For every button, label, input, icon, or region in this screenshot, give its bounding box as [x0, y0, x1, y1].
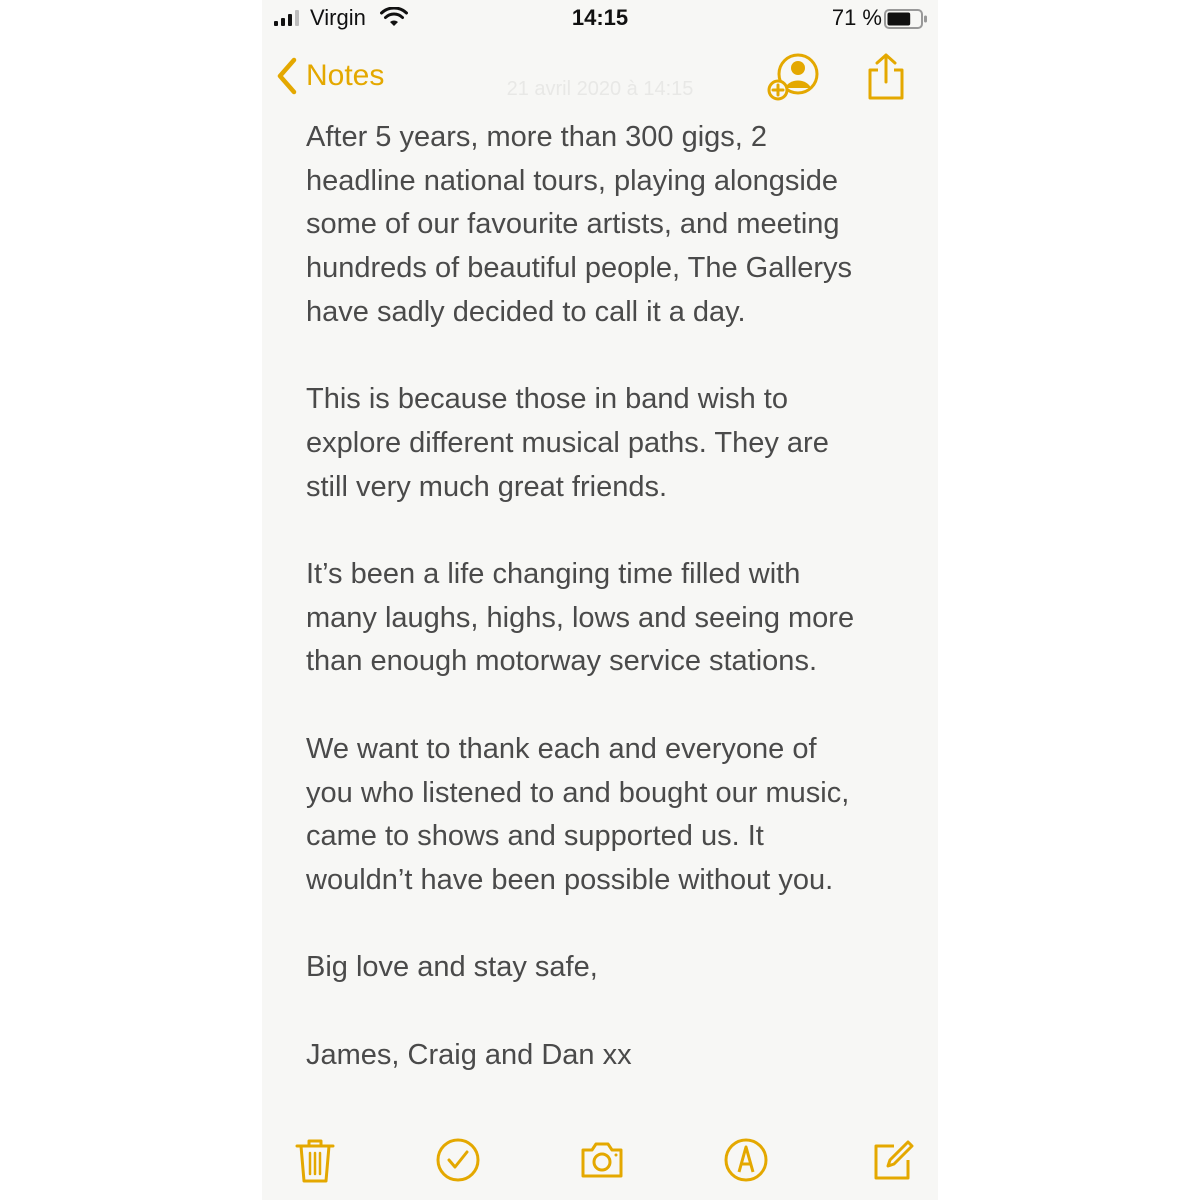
note-body[interactable] — [306, 116, 906, 1121]
share-icon — [864, 52, 908, 102]
note-paragraph: After 5 years, more than 300 gigs, 2 headline national tours, playing alongside some of our favourite artists, and meeting hundreds of beautiful people, The Gallerys have sadly decided to call it a day. — [306, 121, 852, 328]
add-person-icon — [766, 52, 820, 102]
note-paragraph: Big love and stay safe, — [306, 951, 598, 984]
trash-icon — [291, 1136, 339, 1184]
compose-button[interactable] — [868, 1136, 916, 1184]
carrier-name: Virgin — [310, 5, 366, 30]
note-paragraph: This is because those in band wish to explore different musical paths. They are still very much great friends. — [306, 383, 829, 503]
back-label: Notes — [306, 59, 385, 92]
navigation-bar — [262, 48, 938, 106]
add-people-button[interactable] — [766, 52, 820, 102]
camera-icon — [578, 1136, 626, 1184]
note-paragraph: We want to thank each and everyone of you who listened to and bought our music, came to shows and supported us. It wouldn’t have been possible without you. — [306, 732, 850, 896]
clock: 14:15 — [571, 5, 629, 30]
markup-icon — [722, 1136, 770, 1184]
note-paragraph: It’s been a life changing time filled with many laughs, highs, lows and seeing more than enough motorway service stations. — [306, 558, 855, 678]
notes-app-screen — [262, 0, 938, 1200]
checklist-icon — [434, 1136, 482, 1184]
share-button[interactable] — [864, 52, 908, 102]
note-signature: James, Craig and Dan xx — [306, 1038, 632, 1071]
battery-icon — [884, 9, 928, 29]
status-bar — [262, 0, 938, 36]
markup-button[interactable] — [722, 1136, 770, 1184]
battery-percentage: 71 % — [831, 5, 882, 30]
camera-button[interactable] — [578, 1136, 626, 1184]
delete-button[interactable] — [291, 1136, 339, 1184]
note-date: 21 avril 2020 à 14:15 — [506, 78, 694, 100]
checklist-button[interactable] — [434, 1136, 482, 1184]
compose-icon — [868, 1136, 916, 1184]
bottom-toolbar — [262, 1132, 938, 1192]
